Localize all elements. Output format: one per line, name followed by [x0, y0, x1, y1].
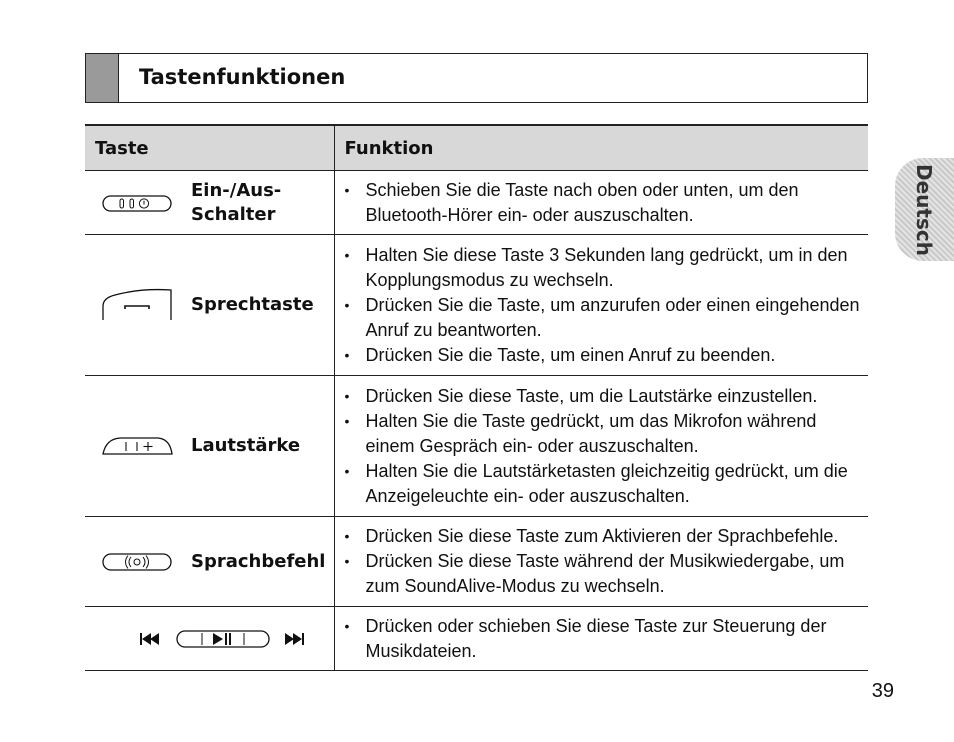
function-item: • Drücken Sie diese Taste, um die Lautstärke einzustellen. — [345, 384, 861, 409]
function-list — [335, 524, 869, 599]
key-label: Lautstärke — [191, 435, 301, 456]
key-label: Sprachbefehl — [191, 550, 326, 572]
page-number: 39 — [871, 680, 894, 702]
language-side-tab — [895, 158, 954, 261]
table-row — [85, 235, 868, 376]
table-row — [85, 171, 868, 235]
talk-button-icon — [85, 288, 191, 322]
function-list — [335, 178, 869, 228]
volume-button-icon — [85, 435, 191, 457]
function-item: • Halten Sie die Lautstärketasten gleichzeitig gedrückt, um die Anzeigeleuchte ein- oder auszuschalten. — [345, 459, 861, 509]
function-item: • Drücken Sie die Taste, um anzurufen oder einen eingehenden Anruf zu beantworten. — [345, 293, 861, 343]
function-list — [335, 614, 869, 664]
function-list — [335, 243, 869, 368]
key-label: Ein-/Aus- Schalter — [191, 179, 282, 225]
table-row — [85, 517, 868, 607]
function-item: • Halten Sie diese Taste 3 Sekunden lang gedrückt, um in den Kopplungsmodus zu wechseln. — [345, 243, 861, 293]
function-item: • Drücken Sie diese Taste zum Aktivieren der Sprachbefehle. — [345, 524, 861, 549]
key-label: Sprechtaste — [191, 294, 314, 315]
function-item: • Halten Sie die Taste gedrückt, um das Mikrofon während einem Gespräch ein- oder auszuschalten. — [345, 409, 861, 459]
key-function-table — [85, 124, 868, 671]
language-side-tab-label: Deutsch — [912, 164, 936, 256]
table-row — [85, 607, 868, 671]
section-title: Tastenfunktionen — [139, 65, 346, 89]
header-key: Taste — [85, 125, 334, 171]
function-item: • Drücken oder schieben Sie diese Taste zur Steuerung der Musikdateien. — [345, 614, 861, 664]
header-function: Funktion — [334, 125, 868, 171]
power-switch-icon — [85, 193, 191, 213]
table-row — [85, 376, 868, 517]
table-header-row — [85, 125, 868, 171]
section-title-box — [85, 53, 868, 103]
function-item: • Schieben Sie die Taste nach oben oder unten, um den Bluetooth-Hörer ein- oder auszuschalten. — [345, 178, 861, 228]
function-list — [335, 384, 869, 509]
function-item: • Drücken Sie diese Taste während der Musikwiedergabe, um zum SoundAlive-Modus zu wechseln. — [345, 549, 861, 599]
function-item: • Drücken Sie die Taste, um einen Anruf zu beenden. — [345, 343, 861, 368]
music-control-icon — [85, 628, 334, 650]
voice-command-button-icon — [85, 551, 191, 573]
title-accent-bar — [86, 54, 119, 102]
